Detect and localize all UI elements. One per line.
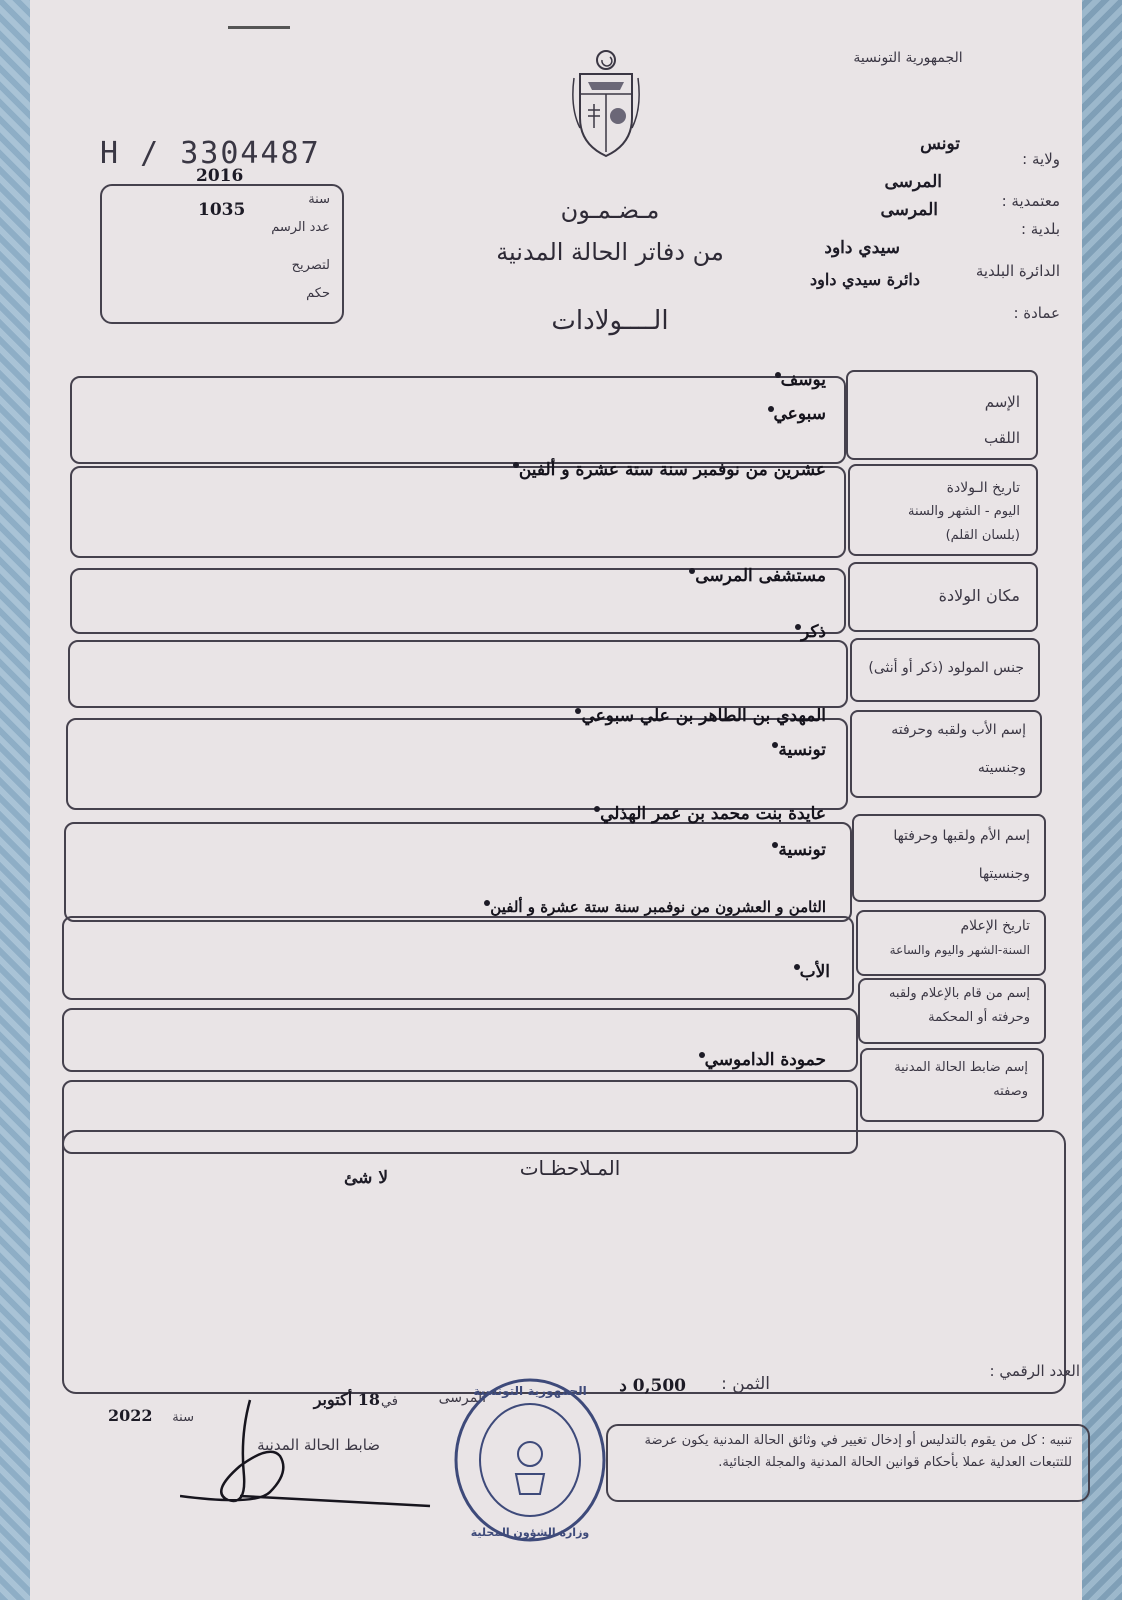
value-father-nationality: تونسية (670, 740, 826, 760)
label-birth-date: تاريخ الـولادة (946, 480, 1020, 496)
security-border-right (1076, 0, 1122, 1600)
admin-value-district-full: دائرة سيدي داود (810, 270, 920, 289)
label-birth-date-format: اليوم - الشهر والسنة (907, 504, 1020, 519)
price-value: 0,500 د (619, 1376, 686, 1396)
admin-label-district: الدائرة البلدية (975, 262, 1060, 280)
title-line1: مـضـمـون (560, 196, 660, 224)
label-birth-date-words: (بلسان القلم) (945, 528, 1020, 543)
value-first-name: يوسف (630, 370, 826, 390)
birth-certificate-document (30, 0, 1082, 1600)
value-birth-date: عشرين من نوفمبر سنة ستة عشرة و ألفين (470, 460, 826, 480)
admin-value-municipality: المرسى (880, 200, 938, 220)
father-value-box (66, 718, 848, 810)
stamp-top-text: الجمهورية التونسية (473, 1384, 587, 1398)
label-declarant-role: وحرفته أو المحكمة (928, 1010, 1030, 1025)
label-birth-place: مكان الولادة (938, 586, 1020, 605)
value-declarant: الأب (730, 962, 830, 982)
issue-year-label: سنة (172, 1410, 194, 1425)
registry-year-label: سنة (308, 192, 330, 207)
value-mother: عايدة بنت محمد بن عمر الهذلي (510, 804, 826, 824)
digital-number-label: العدد الرقمي : (989, 1362, 1080, 1380)
label-first-name: الإسم (984, 393, 1020, 411)
admin-value-delegation: المرسى (884, 172, 942, 192)
officer-signature-title: ضابط الحالة المدنية (257, 1436, 380, 1454)
title-line3: الــــولادات (551, 306, 669, 336)
admin-label-delegation: معتمدية : (1001, 192, 1060, 210)
republic-header: الجمهورية التونسية (853, 50, 963, 66)
registry-judgment-label: حكم (306, 286, 330, 301)
value-officer: حمودة الداموسي (630, 1050, 826, 1070)
value-declaration-date: الثامن و العشرون من نوفمبر سنة ستة عشرة و ألفين (430, 898, 826, 916)
value-birth-place: مستشفى المرسى (590, 566, 826, 586)
label-officer-title: وصفته (993, 1084, 1028, 1099)
issue-place: المرسى (438, 1390, 486, 1406)
title-line2: من دفاتر الحالة المدنية (496, 238, 724, 266)
serial-number: H / 3304487 (100, 136, 321, 171)
label-declaration-date-format: السنة-الشهر واليوم والساعة (889, 943, 1030, 957)
admin-value-district: سيدي داود (824, 238, 900, 258)
top-mark (228, 26, 290, 29)
admin-label-wilaya: ولاية : (1022, 150, 1060, 168)
value-father: المهدي بن الطاهر بن علي سبوعي (510, 706, 826, 726)
declaration-date-value-box (62, 916, 854, 1000)
sex-value-box (68, 640, 848, 708)
registry-declaration-label: لتصريح (291, 258, 330, 273)
remarks-value: لا شئ (343, 1168, 389, 1188)
label-father-nationality: وجنسيته (977, 760, 1026, 776)
registry-number-label: عدد الرسم (271, 220, 330, 235)
label-declarant: إسم من قام بالإعلام ولقبه (888, 986, 1030, 1001)
label-officer: إسم ضابط الحالة المدنية (894, 1060, 1028, 1075)
issue-date: 18 أكتوبر (313, 1390, 380, 1409)
issue-year: 2022 (108, 1406, 153, 1425)
price-label: الثمن : (721, 1374, 770, 1394)
label-declaration-date: تاريخ الإعلام (960, 918, 1030, 934)
registry-number: 1035 (198, 200, 246, 220)
registry-year: 2016 (196, 166, 244, 186)
warning-text: تنبيه : كل من يقوم بالتدليس أو إدخال تغيير في وثائق الحالة المدنية يكون عرضة للتتبعات العدلية عملا بأحكام قوانين الحالة المدنية والمجلة الجنائية. (644, 1433, 1072, 1470)
official-stamp-icon (450, 1374, 610, 1544)
admin-label-municipality: بلدية : (1020, 220, 1060, 238)
admin-label-imada: عمادة : (1013, 304, 1060, 322)
stamp-bottom-text: وزارة الشؤون المحلية (470, 1526, 590, 1539)
label-last-name: اللقب (983, 429, 1020, 447)
label-father: إسم الأب ولقبه وحرفته (891, 722, 1026, 738)
handwritten-signature-icon (180, 1396, 440, 1516)
value-mother-nationality: تونسية (670, 840, 826, 860)
label-mother-nationality: وجنسيتها (978, 866, 1030, 882)
label-mother: إسم الأم ولقبها وحرفتها (893, 828, 1030, 844)
value-sex: ذكر (690, 622, 826, 642)
admin-value-wilaya: تونس (920, 134, 960, 154)
label-sex: جنس المولود (ذكر أو أنثى) (868, 660, 1024, 676)
remarks-label: المـلاحظـات (519, 1156, 621, 1180)
issue-date-prefix: في (380, 1394, 398, 1409)
coat-of-arms-icon (568, 48, 644, 160)
value-last-name: سبوعي (630, 404, 826, 424)
